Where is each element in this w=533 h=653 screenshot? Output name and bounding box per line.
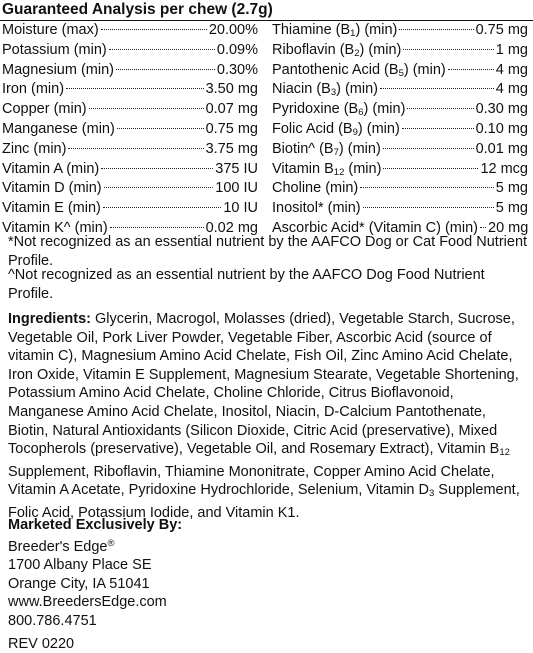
analysis-title: Guaranteed Analysis per chew (2.7g) <box>2 1 273 18</box>
nutrient-row <box>2 61 258 81</box>
ingredients-text-3: Supplement, Folic Acid, Potassium Iodide, and Vitamin K1. <box>8 482 520 521</box>
nutrient-name-text: Thiamine (B <box>272 22 351 38</box>
nutrient-amount: 0.01 mg <box>475 140 528 157</box>
company-name: Breeder's Edge <box>8 538 108 555</box>
nutrient-name-text: Pantothenic Acid (B <box>272 61 399 78</box>
nutrient-name: Copper (min) <box>2 101 87 118</box>
nutrient-row <box>2 140 258 160</box>
nutrient-name-suffix: ) (min) <box>403 61 446 78</box>
nutrient-row <box>272 199 528 219</box>
nutrient-amount: 375 IU <box>215 160 258 177</box>
nutrient-amount: 0.30 mg <box>475 101 528 118</box>
nutrient-amount: 3.75 mg <box>205 140 258 157</box>
nutrient-amount: 4 mg <box>495 81 528 98</box>
nutrient-amount: 100 IU <box>215 180 258 197</box>
nutrient-row <box>2 199 258 219</box>
leader-dots <box>109 49 215 50</box>
leader-dots <box>399 29 473 30</box>
nutrient-name: Vitamin D (min) <box>2 180 102 197</box>
leader-dots <box>480 227 486 228</box>
nutrient-name: Magnesium (min) <box>2 61 114 78</box>
leader-dots <box>117 128 204 129</box>
nutrient-amount: 0.75 mg <box>205 120 258 137</box>
nutrient-name-text: Vitamin B <box>272 160 334 177</box>
marketer-address-line-2: Orange City, IA 51041 <box>8 575 150 592</box>
nutrient-row <box>2 80 258 100</box>
nutrient-amount: 5 mg <box>495 180 528 197</box>
leader-dots <box>110 227 204 228</box>
nutrient-amount: 0.07 mg <box>205 101 258 118</box>
nutrient-name: Zinc (min) <box>2 140 67 157</box>
nutrient-subscript: 1 <box>350 28 356 39</box>
leader-dots <box>68 148 203 149</box>
nutrient-row <box>2 21 258 41</box>
nutrient-row <box>272 61 528 81</box>
nutrient-amount: 4 mg <box>495 61 528 78</box>
leader-dots <box>101 29 207 30</box>
nutrient-subscript: 12 <box>333 166 345 178</box>
leader-dots <box>360 187 494 188</box>
leader-dots <box>103 207 221 208</box>
revision-code: REV 0220 <box>8 635 75 652</box>
nutrient-name-suffix: ) (min) <box>336 81 379 98</box>
nutrient-amount: 1 mg <box>495 41 528 58</box>
nutrient-amount: 0.09% <box>216 41 258 58</box>
footnote-caret: ^Not recognized as an essential nutrient by the AAFCO Dog Food Nutrient Profile. <box>8 267 485 302</box>
nutrient-row <box>2 100 258 120</box>
analysis-table-left <box>2 21 258 239</box>
nutrient-name-text: Folic Acid (B <box>272 120 353 137</box>
marketer-company <box>8 535 182 557</box>
leader-dots <box>380 88 494 89</box>
nutrient-name: Vitamin E (min) <box>2 200 101 217</box>
nutrient-name: Vitamin K^ (min) <box>2 219 108 236</box>
nutrient-name: Vitamin A (min) <box>2 160 100 177</box>
nutrient-subscript: 6 <box>358 107 364 119</box>
marketer-block <box>8 516 182 653</box>
registered-mark: ® <box>107 537 115 549</box>
nutrient-amount: 10 IU <box>223 200 258 217</box>
nutrient-subscript: 7 <box>333 146 339 158</box>
nutrient-name <box>272 199 361 219</box>
nutrient-row <box>272 100 528 120</box>
nutrient-row <box>272 140 528 160</box>
nutrient-name-suffix: ) (min) <box>357 120 400 137</box>
nutrient-name: Moisture (max) <box>2 22 99 38</box>
leader-dots <box>66 88 204 89</box>
marketer-heading: Marketed Exclusively By: <box>8 517 183 533</box>
nutrient-amount: 20.00% <box>208 22 258 38</box>
nutrient-name-text: Pyridoxine (B <box>272 101 359 118</box>
nutrient-name <box>272 179 358 199</box>
ingredients-text-2: Supplement, Riboflavin, Thiamine Mononitrate, Copper Amino Acid Chelate, Vitamin A Acetate, Pyridoxine Hydrochloride, Selenium, Vitamin D <box>8 463 495 499</box>
analysis-table-right <box>272 21 528 239</box>
nutrient-row <box>272 41 528 61</box>
marketer-phone: 800.786.4751 <box>8 612 97 629</box>
nutrient-name-text: Niacin (B <box>272 81 331 98</box>
nutrient-row <box>2 41 258 61</box>
nutrient-row <box>272 160 528 180</box>
nutrient-amount: 12 mcg <box>480 160 528 177</box>
nutrient-amount: 0.30% <box>216 61 258 78</box>
footnote-asterisk: *Not recognized as an essential nutrient by the AAFCO Dog or Cat Food Nutrient Profile. <box>8 234 528 269</box>
leader-dots <box>402 128 474 129</box>
ingredients-subscript-2: 3 <box>428 488 435 500</box>
nutrient-row <box>272 21 528 41</box>
nutrient-subscript: 3 <box>330 87 337 99</box>
leader-dots <box>403 49 493 50</box>
nutrient-name-suffix: ) (min) <box>338 140 381 157</box>
nutrient-name-suffix: ) (min) <box>359 41 402 58</box>
nutrient-name-text: Biotin^ (B <box>272 140 334 157</box>
nutrient-name: Potassium (min) <box>2 41 107 58</box>
ingredients-paragraph <box>8 310 528 523</box>
marketer-website: www.BreedersEdge.com <box>8 594 167 611</box>
nutrient-name-text: Choline (min) <box>272 180 359 197</box>
nutrient-row <box>272 179 528 199</box>
nutrient-name-text: Inositol* (min) <box>272 200 361 217</box>
leader-dots <box>407 108 473 109</box>
nutrient-name-suffix: ) (min) <box>363 101 406 118</box>
marketer-address-line-1: 1700 Albany Place SE <box>8 557 152 574</box>
nutrient-subscript: 2 <box>354 47 360 59</box>
leader-dots <box>116 69 215 70</box>
nutrient-subscript: 5 <box>398 67 404 79</box>
nutrient-amount: 0.02 mg <box>205 219 258 236</box>
leader-dots <box>383 148 474 149</box>
leader-dots <box>104 187 214 188</box>
nutrient-name-text: Riboflavin (B <box>272 41 355 58</box>
nutrient-subscript: 9 <box>352 126 358 138</box>
nutrient-name: Iron (min) <box>2 81 65 98</box>
nutrient-name: Manganese (min) <box>2 120 115 137</box>
nutrient-amount: 20 mg <box>488 219 529 236</box>
leader-dots <box>383 168 478 169</box>
nutrient-row <box>2 160 258 180</box>
nutrient-amount: 3.50 mg <box>205 81 258 98</box>
nutrient-amount: 5 mg <box>495 200 528 217</box>
nutrient-name-suffix: (min) <box>344 160 382 177</box>
nutrient-amount: 0.75 mg <box>475 22 528 38</box>
nutrient-name-suffix: ) (min) <box>355 22 398 38</box>
leader-dots <box>89 108 204 109</box>
ingredients-subscript-1: 12 <box>499 447 510 459</box>
nutrient-name-text: Ascorbic Acid* (Vitamin C) (min) <box>272 219 479 236</box>
nutrient-row <box>2 179 258 199</box>
nutrient-amount: 0.10 mg <box>475 120 528 137</box>
nutrient-row <box>2 120 258 140</box>
leader-dots <box>448 69 494 70</box>
leader-dots <box>363 207 494 208</box>
ingredients-text-1: Glycerin, Macrogol, Molasses (dried), Vegetable Starch, Sucrose, Vegetable Oil, Pork Liver Powder, Vegetable Fiber, Ascorbic Acid (source of vitamin C), Magnesium Amino Acid Chelate, Fish Oil, Zinc Amino Acid Chelate, Iron Oxide, Vitamin E Supplement, Magnesium Stearate, Vegetable Shortening, Potassium Amino Acid Chelate, Choline Chloride, Citrus Bioflavonoid, Manganese Amino Acid Chelate, Inositol, Niacin, D-Calcium Pantothenate, Biotin, Natural Antioxidants (Silicon Dioxide, Citric Acid (preservative), Mixed Tocopherols (preservative), Vegetable Oil, and Rosemary Extract), Vitamin B <box>8 311 519 458</box>
ingredients-label: Ingredients: <box>8 311 91 327</box>
leader-dots <box>101 168 213 169</box>
